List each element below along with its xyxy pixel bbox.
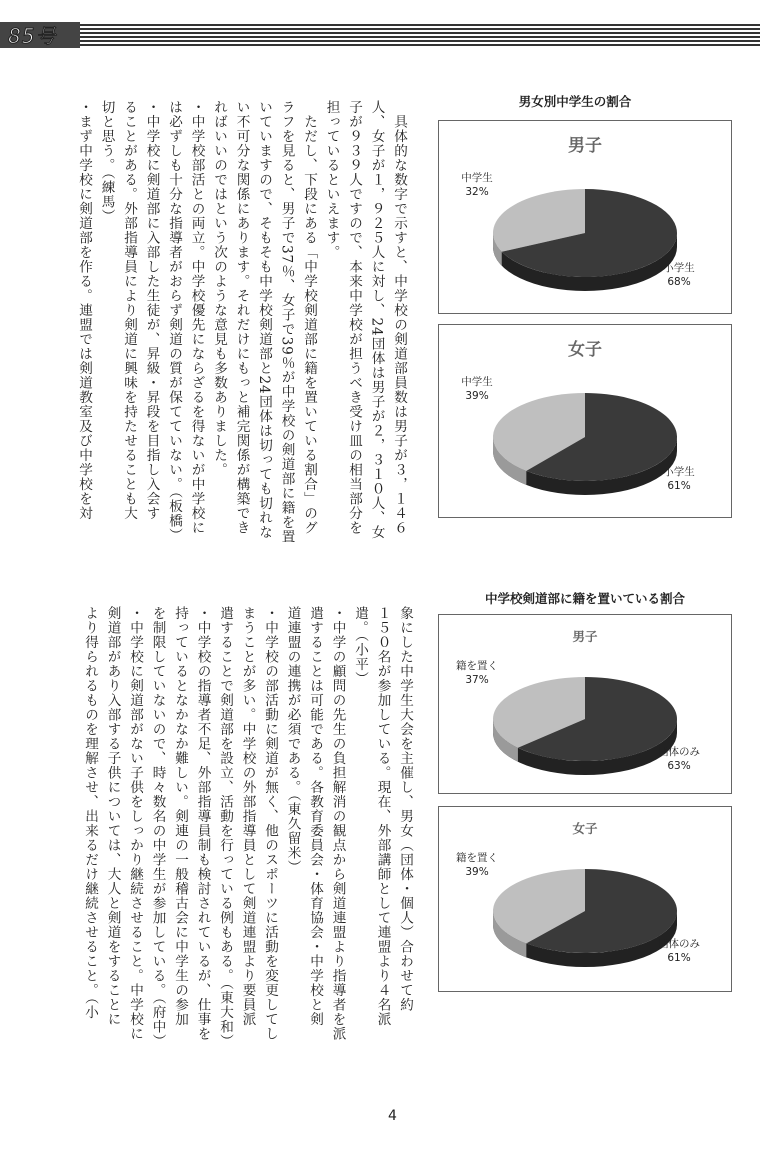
text-column: ・中学校の指導者不足、外部指導員制も検討されているが、仕事を xyxy=(194,606,211,1041)
text-column: ・まず中学校に剣道部を作る。連盟では剣道教室及び中学校を対 xyxy=(76,100,92,521)
text-column: 遣。（小平） xyxy=(352,606,368,687)
article-upper-text xyxy=(76,100,410,560)
pie-panel-girls-grade xyxy=(438,324,732,518)
slice-label-percent: 39% xyxy=(465,866,489,878)
chart-title-gender-ratio: 男女別中学生の割合 xyxy=(518,94,632,109)
slice-label-category: 小学生 xyxy=(663,466,695,478)
page-number: 4 xyxy=(388,1108,397,1124)
text-column: より得られるものを理解させ、出来るだけ継続させること。（小 xyxy=(82,606,98,1020)
panel-title: 男子 xyxy=(568,136,602,156)
issue-badge xyxy=(0,22,80,48)
slice-label-percent: 61% xyxy=(667,952,691,964)
issue-number: 85号 xyxy=(8,24,57,48)
text-column: 道連盟の連携が必須である。（東久留米） xyxy=(284,606,301,875)
text-column: 子が９３９人ですので、本来中学校が担うべき受け皿の相当部分を xyxy=(346,100,362,535)
text-column: 具体的な数字で示すと、中学校の剣道部員数は男子が３，１４６ xyxy=(391,100,407,535)
text-column: 担っているといえます。 xyxy=(323,100,340,260)
text-column: 遣することは可能である。各教育委員会・体育協会・中学校と剣 xyxy=(307,606,323,1027)
slice-label-category: 中学生 xyxy=(461,376,493,388)
text-column: ることがある。外部指導員により剣道に興味を持たせることも大 xyxy=(121,100,137,521)
slice-label-category: 籍を置く xyxy=(456,660,498,672)
article-lower-text xyxy=(82,606,416,1048)
slice-label-category: 中学生 xyxy=(461,172,493,184)
text-column: まうことが多い。中学校の外部指導員として剣道連盟より要員派 xyxy=(239,606,256,1027)
text-column: ・中学校に剣道部がない子供をしっかり継続させること。中学校に xyxy=(127,606,143,1041)
text-column: いていますので、そもそも中学校剣道部と24団体は切っても切れな xyxy=(256,100,272,540)
text-column: を制限していないので、時々数名の中学生が参加している。（府中） xyxy=(149,606,166,1049)
text-column: ・中学校部活との両立。中学校優先にならざるを得ないが中学校に xyxy=(188,100,205,535)
slice-label-category: 団体のみ xyxy=(658,938,700,950)
pie-chart xyxy=(439,325,731,517)
text-column: ・中学校に剣道部に入部した生徒が、昇級・昇段を目指し入会す xyxy=(143,100,160,521)
pie-panel-boys-grade xyxy=(438,120,732,314)
slice-label-category: 籍を置く xyxy=(456,852,498,864)
page-header xyxy=(0,20,760,50)
pie-panel-girls-club xyxy=(438,806,732,992)
text-column: ・中学の顧問の先生の負担解消の観点から剣道連盟より指導者を派 xyxy=(329,606,346,1041)
text-column: ラフを見ると、男子で37％、女子で39％が中学校の剣道部に籍を置 xyxy=(278,100,295,545)
text-column: 持っているとなかなか難しい。剣連の一般稽古会に中学生の参加 xyxy=(172,606,188,1027)
text-column: い不可分な関係にあります。それだけにもっと補完関係が構築でき xyxy=(233,100,250,535)
slice-label-percent: 61% xyxy=(667,480,691,492)
text-column: 剣道部があり入部する子供については、大人と剣道をすることに xyxy=(104,606,121,1027)
slice-label-category: 団体のみ xyxy=(658,746,700,758)
text-column: 象にした中学生大会を主催し、男女（団体・個人）合わせて約 xyxy=(397,606,413,1012)
panel-title: 女子 xyxy=(568,340,602,360)
chart-title-club-ratio: 中学校剣道部に籍を置いている割合 xyxy=(484,591,685,606)
text-column: ればいいのではという次のような意見も多数ありました。 xyxy=(211,100,227,477)
slice-label-percent: 39% xyxy=(465,390,489,402)
header-stripes xyxy=(0,24,760,46)
text-column: は必ずしも十分な指導者がおらず剣道の質が保てていない。（板橋） xyxy=(166,100,182,543)
text-column: ・中学校の部活動に剣道が無く、他のスポーツに活動を変更してし xyxy=(262,606,278,1041)
pie-chart xyxy=(439,615,731,793)
text-column: 切と思う。（練馬） xyxy=(98,100,115,224)
slice-label-category: 小学生 xyxy=(663,262,695,274)
text-column: ただし、下段にある「中学校剣道部に籍を置いている割合」のグ xyxy=(301,100,317,535)
pie-chart xyxy=(439,807,731,991)
slice-label-percent: 68% xyxy=(667,276,691,288)
slice-label-percent: 32% xyxy=(465,186,489,198)
slice-label-percent: 63% xyxy=(667,760,691,772)
panel-title: 男子 xyxy=(572,629,598,644)
text-column: 人、女子が１，９２５人に対し、24団体は男子が２，３１０人、女 xyxy=(368,100,385,540)
text-column: 遣することで剣道部を設立、活動を行っている例もある。（東大和） xyxy=(217,606,233,1049)
pie-panel-boys-club xyxy=(438,614,732,794)
pie-chart xyxy=(439,121,731,313)
text-column: １５０名が参加している。現在、外部講師として連盟より４名派 xyxy=(374,606,391,1027)
panel-title: 女子 xyxy=(572,821,598,836)
slice-label-percent: 37% xyxy=(465,674,489,686)
